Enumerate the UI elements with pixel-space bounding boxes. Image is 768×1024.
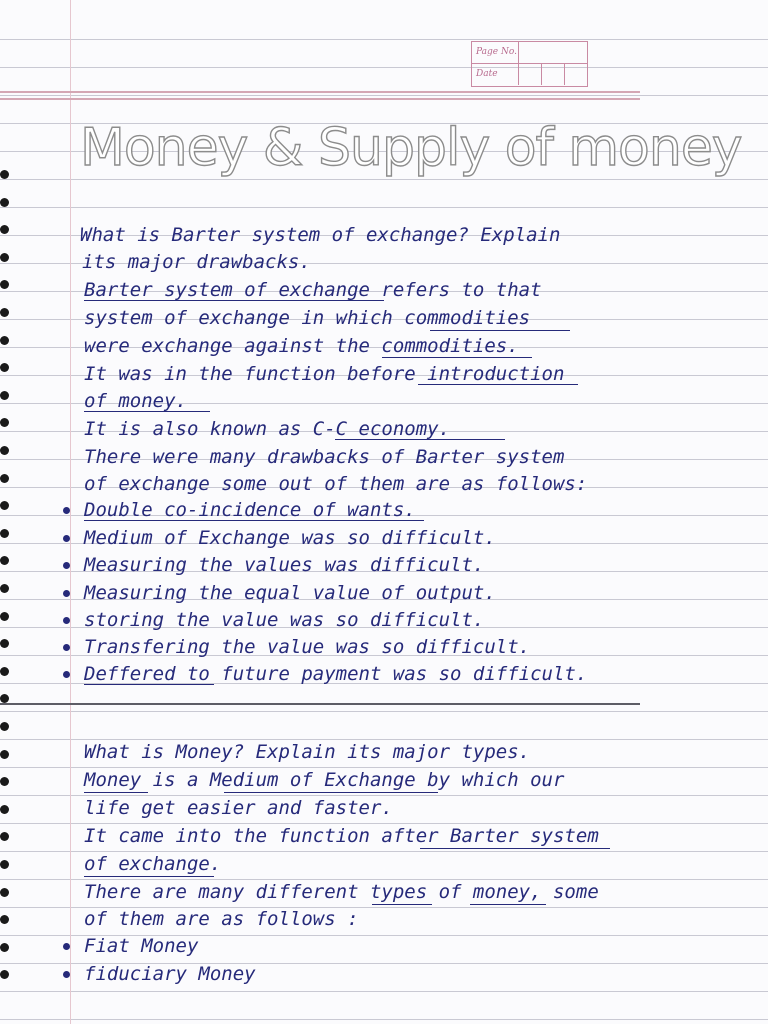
underline <box>372 904 432 905</box>
binding-hole <box>0 805 9 814</box>
binding-hole <box>0 888 9 897</box>
margin-line <box>70 0 71 1024</box>
binding-hole <box>0 832 9 841</box>
bullet-dot <box>63 644 70 651</box>
drawback-item: Measuring the values was difficult. <box>84 554 485 576</box>
underline <box>382 357 532 358</box>
binding-hole <box>0 970 9 979</box>
binding-hole <box>0 170 9 179</box>
binding-hole <box>0 225 9 234</box>
page-title: Money & Supply of money <box>80 118 742 178</box>
drawback-item: Deffered to future payment was so difficult. <box>84 663 588 685</box>
drawback-item: Double co-incidence of wants. <box>84 499 416 521</box>
underline <box>224 792 438 793</box>
bullet-dot <box>63 617 70 624</box>
answer-2-line-3: It came into the function after Barter system <box>84 825 599 847</box>
answer-2-line-1: Money is a Medium of Exchange by which our <box>84 769 565 791</box>
section-divider <box>0 703 640 705</box>
answer-1-line-3: were exchange against the commodities. <box>84 335 519 357</box>
date-row <box>472 64 587 85</box>
answer-1-line-7: There were many drawbacks of Barter system <box>84 446 565 468</box>
binding-hole <box>0 474 9 483</box>
underline <box>470 904 546 905</box>
drawback-item: Measuring the equal value of output. <box>84 582 496 604</box>
underline <box>84 684 214 685</box>
answer-1-line-6: It is also known as C-C economy. <box>84 418 451 440</box>
answer-2-line-6: of them are as follows : <box>84 908 359 930</box>
drawback-item: Medium of Exchange was so difficult. <box>84 527 496 549</box>
underline <box>84 411 210 412</box>
bullet-dot <box>63 535 70 542</box>
question-1-line-1: What is Barter system of exchange? Explain <box>80 224 561 246</box>
date-field <box>518 64 588 85</box>
binding-hole <box>0 418 9 427</box>
underline <box>84 520 424 521</box>
answer-1-line-5: of money. <box>84 390 187 412</box>
binding-hole <box>0 584 9 593</box>
binding-hole <box>0 446 9 455</box>
underline <box>84 300 384 301</box>
binding-hole <box>0 722 9 731</box>
binding-hole <box>0 198 9 207</box>
binding-hole <box>0 529 9 538</box>
binding-hole <box>0 777 9 786</box>
bullet-dot <box>63 943 70 950</box>
page-no-field <box>518 42 588 63</box>
header-rule <box>0 91 640 100</box>
answer-1-line-1: Barter system of exchange refers to that <box>84 279 542 301</box>
underline <box>418 384 578 385</box>
binding-hole <box>0 556 9 565</box>
drawback-item: Transfering the value was so difficult. <box>84 636 531 658</box>
binding-hole <box>0 667 9 676</box>
answer-2-line-5: There are many different types of money, some <box>84 881 599 903</box>
underline <box>430 330 570 331</box>
money-type-item: Fiat Money <box>84 935 199 957</box>
binding-hole <box>0 639 9 648</box>
bullet-dot <box>63 971 70 978</box>
answer-1-line-2: system of exchange in which commodities <box>84 307 531 329</box>
binding-hole <box>0 915 9 924</box>
binding-hole <box>0 308 9 317</box>
bullet-dot <box>63 562 70 569</box>
underline <box>84 792 148 793</box>
answer-2-line-4: of exchange. <box>84 853 222 875</box>
binding-hole <box>0 336 9 345</box>
page-no-date-box <box>471 41 588 87</box>
bullet-dot <box>63 671 70 678</box>
underline <box>420 848 610 849</box>
underline <box>84 876 214 877</box>
spiral-binding-holes <box>0 170 12 1000</box>
answer-2-line-2: life get easier and faster. <box>84 797 393 819</box>
binding-hole <box>0 860 9 869</box>
page-no-label: Page No. <box>476 47 517 57</box>
date-label: Date <box>476 69 498 79</box>
underline <box>335 439 505 440</box>
page-no-row <box>472 42 587 64</box>
question-2: What is Money? Explain its major types. <box>84 741 531 763</box>
binding-hole <box>0 391 9 400</box>
binding-hole <box>0 943 9 952</box>
answer-1-line-4: It was in the function before introduction <box>84 363 565 385</box>
bullet-dot <box>63 590 70 597</box>
binding-hole <box>0 363 9 372</box>
binding-hole <box>0 253 9 262</box>
binding-hole <box>0 280 9 289</box>
binding-hole <box>0 501 9 510</box>
drawback-item: storing the value was so difficult. <box>84 609 485 631</box>
question-1-line-2: its major drawbacks. <box>82 251 311 273</box>
binding-hole <box>0 612 9 621</box>
answer-1-line-8: of exchange some out of them are as follows: <box>84 473 588 495</box>
bullet-dot <box>63 507 70 514</box>
money-type-item: fiduciary Money <box>84 963 256 985</box>
binding-hole <box>0 750 9 759</box>
